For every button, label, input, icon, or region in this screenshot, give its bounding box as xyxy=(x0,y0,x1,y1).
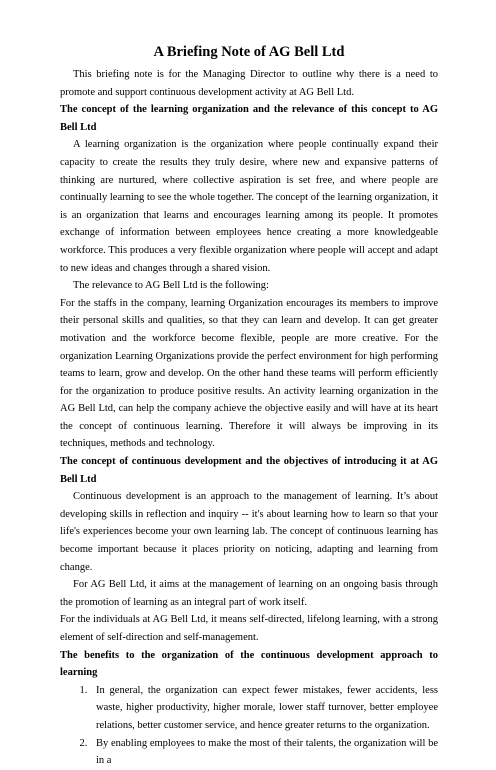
list-item: 1. In general, the organization can expect fewer mistakes, fewer accidents, less waste, higher productivity, higher morale, lower staff turnover, better employee relations, better customer service, and hence greater returns to the organization. xyxy=(90,682,438,735)
list-item: 2. By enabling employees to make the most of their talents, the organization will be in a xyxy=(90,735,438,770)
paragraph-relevance-details: For the staffs in the company, learning Organization encourages its members to improve their personal skills and qualities, so that they can learn and develop. It can get greater motivation and the workforce become flexible, people are more creative. For the organization Learning Organizations provide the perfect environment for high performing teams to learn, grow and develop. On the other hand these teams will perform efficiently for the organization to produce positive results. An activity learning organization in the AG Bell Ltd, can help the company achieve the objective easily and will have at its heart the concept of continuous learning. Therefore it will always be improving in its techniques, methods and technology. xyxy=(60,297,438,450)
paragraph-organization-aims: For AG Bell Ltd, it aims at the management of learning on an ongoing basis through the promotion of learning as an integral part of work itself. xyxy=(60,579,438,608)
document-title: A Briefing Note of AG Bell Ltd xyxy=(153,44,345,60)
section-heading-learning-organization: The concept of the learning organization and the relevance of this concept to AG Bell Ltd xyxy=(60,104,438,133)
paragraph-learning-organization-definition: A learning organization is the organization where people continually expand their capacity to create the results they truly desire, where new and expansive patterns of thinking are nurtured, where collective aspiration is set free, and where people are continually learning to see the whole together. The concept of the learning organization, it is an organization that learns and encourages learning among its people. It promotes exchange of information between employees hence creating a more knowledgeable workforce. This produces a very flexible organization where people will accept and adapt to new ideas and changes through a shared vision. xyxy=(60,139,438,274)
intro-paragraph: This briefing note is for the Managing Director to outline why there is a need to promote and support continuous development activity at AG Bell Ltd. xyxy=(60,69,438,98)
section-heading-continuous-development: The concept of continuous development and the objectives of introducing it at AG Bell Ltd xyxy=(60,456,438,485)
benefits-list xyxy=(60,682,438,770)
paragraph-relevance-intro: The relevance to AG Bell Ltd is the following: xyxy=(73,280,269,292)
paragraph-continuous-development-definition: Continuous development is an approach to the management of learning. It’s about developing skills in reflection and inquiry -- it's about learning how to learn so that your life's experiences become your own learning lab. The concept of continuous learning has become important because it places priority on noticing, adapting and learning from change. xyxy=(60,491,438,573)
paragraph-individual-aims: For the individuals at AG Bell Ltd, it means self-directed, lifelong learning, with a strong element of self-direction and self-management. xyxy=(60,614,438,643)
section-heading-benefits: The benefits to the organization of the continuous development approach to learning xyxy=(60,649,438,679)
